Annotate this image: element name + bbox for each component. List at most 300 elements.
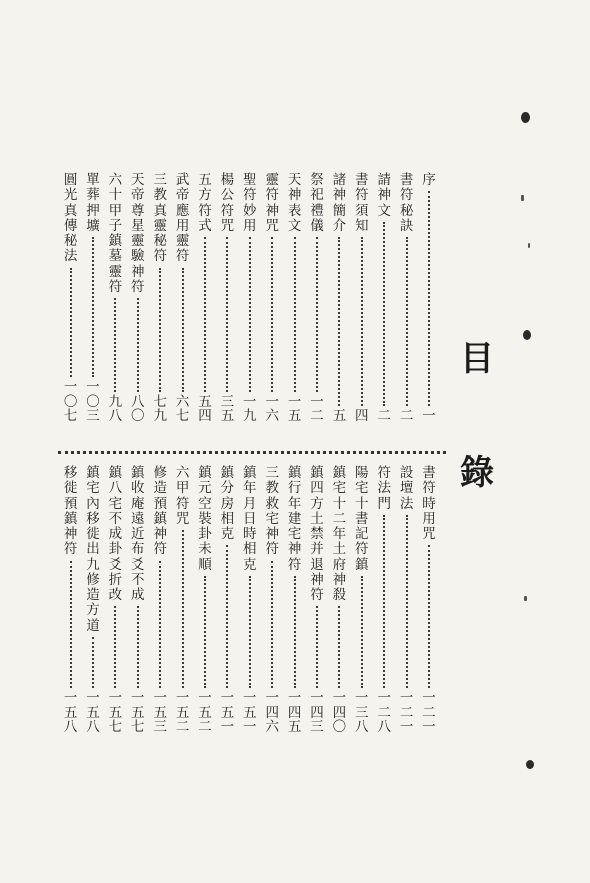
dot-leader [338, 606, 340, 688]
title-char: 鎮 [108, 233, 123, 249]
title-char: 傳 [63, 217, 78, 234]
dot-leader [226, 237, 228, 392]
page-char: 一 [399, 718, 414, 735]
dot-leader [70, 268, 72, 378]
title-char: 方 [310, 495, 324, 512]
dot-leader [294, 237, 296, 392]
page-char: 一 [243, 393, 257, 410]
toc-entry [152, 173, 168, 423]
title-char: 子 [108, 217, 123, 234]
title-char: 尊 [131, 202, 145, 219]
toc-entry [85, 173, 101, 423]
toc-entry [130, 466, 146, 734]
toc-entry [399, 173, 415, 423]
toc-entry [376, 173, 392, 423]
entry-title [109, 466, 123, 603]
page-char: 七 [175, 407, 190, 424]
page-char: 四 [355, 407, 369, 424]
dot-leader [271, 561, 273, 689]
entry-page-number [355, 409, 369, 423]
page-char: 〇 [131, 407, 145, 424]
title-char: 改 [108, 587, 123, 603]
entry-page-number [86, 380, 100, 423]
title-char: 成 [131, 587, 145, 603]
dot-leader [316, 606, 318, 688]
dot-leader [406, 515, 408, 689]
dot-leader [226, 545, 228, 688]
dot-leader [92, 637, 94, 689]
toc-entry [331, 466, 347, 734]
dot-leader [182, 268, 184, 392]
toc-entry [264, 173, 280, 423]
title-char: 裝 [198, 510, 212, 527]
toc-entry [309, 466, 325, 734]
dot-leader [137, 606, 139, 688]
toc-entry [354, 466, 370, 734]
page-char: 八 [108, 407, 123, 424]
title-char: 靈 [265, 172, 279, 188]
entry-page-number [86, 691, 100, 734]
title-char: 內 [86, 495, 100, 512]
title-char: 符 [377, 465, 391, 481]
page-char: 一 [86, 379, 100, 396]
page-char: 八 [86, 718, 100, 735]
title-char: 六 [108, 172, 123, 188]
title-char: 符 [220, 202, 235, 219]
title-char: 宅 [355, 480, 369, 497]
dot-leader [249, 576, 251, 689]
page-char: 五 [198, 704, 212, 721]
title-char: 書 [355, 172, 369, 188]
toc-entry [242, 466, 258, 734]
title-char: 鎮 [63, 510, 78, 527]
page-char: 一 [108, 690, 123, 707]
page-char: 二 [198, 718, 212, 735]
entry-page-number [221, 691, 235, 734]
title-char: 方 [198, 187, 212, 204]
page-char: 七 [131, 718, 145, 735]
entry-title [221, 173, 235, 234]
toc-entry [421, 173, 437, 423]
entry-page-number [176, 395, 190, 423]
title-char: 鎮 [310, 465, 324, 481]
entry-title [377, 466, 391, 512]
title-char: 應 [175, 202, 190, 219]
page-char: 一 [198, 690, 212, 707]
title-char: 四 [310, 480, 324, 497]
title-char: 分 [220, 480, 235, 497]
title-char: 教 [153, 187, 167, 204]
toc-entry [309, 173, 325, 423]
title-char: 鎮 [243, 465, 257, 481]
page-char: 二 [422, 704, 436, 721]
title-char: 咒 [265, 217, 279, 234]
title-char: 并 [310, 541, 324, 558]
title-char: 符 [243, 187, 257, 204]
title-char: 用 [175, 217, 190, 234]
title-char: 十 [108, 187, 123, 204]
page-char: 七 [153, 393, 167, 410]
title-char: 出 [86, 541, 100, 558]
page-char: 六 [265, 718, 279, 735]
title-char: 神 [131, 263, 145, 280]
page-char: 二 [377, 407, 391, 424]
title-char: 諸 [332, 172, 347, 188]
entry-page-number [243, 691, 257, 734]
entry-page-number [265, 691, 279, 734]
title-char: 星 [131, 217, 145, 234]
title-char: 五 [198, 172, 212, 188]
page-char: 一 [332, 690, 347, 707]
page-char: 一 [422, 407, 436, 424]
title-char: 鎮 [108, 465, 123, 481]
title-char: 宅 [86, 480, 100, 497]
title-char: 儀 [310, 217, 324, 234]
title-char: 土 [310, 510, 324, 527]
entry-page-number [377, 691, 391, 734]
title-char: 宅 [265, 510, 279, 527]
title-char: 日 [243, 510, 257, 527]
dot-leader [271, 237, 273, 392]
title-char: 壙 [86, 217, 100, 234]
title-char: 三 [153, 172, 167, 188]
entry-title [355, 466, 369, 573]
page-char: 五 [175, 704, 190, 721]
title-char: 表 [287, 202, 302, 219]
entry-title [243, 466, 257, 573]
title-char: 宅 [287, 526, 302, 542]
title-char: 符 [175, 495, 190, 512]
page-char: 一 [265, 393, 279, 410]
title-char: 禮 [310, 202, 324, 219]
ink-speck [524, 596, 527, 601]
title-char: 修 [86, 571, 100, 588]
title-char: 文 [377, 202, 391, 219]
title-char: 祀 [310, 187, 324, 204]
entry-title [400, 173, 414, 234]
toc-entry [219, 173, 235, 423]
title-char: 介 [332, 217, 347, 234]
toc-entry [85, 466, 101, 734]
page-char: 七 [63, 407, 78, 424]
toc-entry [130, 173, 146, 423]
dot-leader [316, 237, 318, 392]
title-char: 相 [243, 541, 257, 558]
title-char: 府 [332, 556, 347, 573]
dot-leader [361, 576, 363, 689]
title-char: 咒 [220, 217, 235, 234]
page-char: 〇 [86, 393, 100, 410]
entry-page-number [109, 395, 123, 423]
entry-page-number [109, 691, 123, 734]
title-char: 神 [265, 202, 279, 219]
title-char: 三 [265, 465, 279, 481]
page-char: 一 [422, 718, 436, 735]
toc-entry [107, 173, 123, 423]
title-char: 神 [287, 187, 302, 204]
title-char: 天 [287, 172, 302, 188]
entry-page-number [221, 395, 235, 423]
entry-title [64, 173, 78, 265]
entry-page-number [64, 691, 78, 734]
title-char: 修 [153, 465, 167, 481]
title-char: 月 [243, 495, 257, 512]
title-char: 靈 [175, 233, 190, 249]
title-char: 文 [287, 217, 302, 234]
title-char: 救 [265, 495, 279, 512]
dot-leader [182, 530, 184, 688]
page-char: 四 [287, 704, 302, 721]
title-char: 神 [153, 526, 167, 542]
title-char: 符 [310, 587, 324, 603]
title-char: 房 [220, 495, 235, 512]
entry-title [86, 466, 100, 634]
page-char: 五 [243, 704, 257, 721]
page-char: 三 [220, 393, 235, 410]
dot-leader [92, 237, 94, 377]
page-char: 五 [220, 704, 235, 721]
title-char: 殺 [332, 587, 347, 603]
title-char: 神 [332, 187, 347, 204]
dot-leader [249, 237, 251, 392]
title-char: 墓 [108, 248, 123, 265]
entry-title [109, 173, 123, 295]
dot-leader [204, 237, 206, 392]
title-char: 光 [63, 187, 78, 204]
title-char: 徙 [63, 480, 78, 497]
dot-leader [159, 561, 161, 689]
title-char: 退 [310, 556, 324, 573]
toc-entry [287, 466, 303, 734]
page-char: 一 [399, 690, 414, 707]
entry-title [310, 466, 324, 603]
title-char: 法 [399, 495, 414, 512]
punch-hole [521, 112, 530, 123]
page-char: 二 [175, 718, 190, 735]
entry-page-number [310, 395, 324, 423]
page-char: 五 [131, 704, 145, 721]
entry-title [400, 466, 414, 512]
toc-entry [197, 466, 213, 734]
page-char: 三 [86, 407, 100, 424]
title-char: 建 [287, 510, 302, 527]
entry-title [64, 466, 78, 558]
toc-entry [63, 466, 79, 734]
title-char: 宅 [108, 495, 123, 512]
page-char: 九 [243, 407, 257, 424]
entry-page-number [153, 395, 167, 423]
title-char: 記 [355, 526, 369, 542]
section-divider [58, 451, 446, 454]
title-char: 空 [198, 495, 212, 512]
entry-page-number [176, 691, 190, 734]
title-char: 書 [355, 510, 369, 527]
toc-entry [175, 466, 191, 734]
title-char: 元 [198, 480, 212, 497]
dot-leader [383, 515, 385, 689]
page-char: 六 [175, 393, 190, 410]
page-char: 二 [377, 704, 391, 721]
title-char: 成 [108, 526, 123, 542]
entry-title [422, 466, 436, 542]
dot-leader [137, 298, 139, 392]
dot-leader [428, 545, 430, 688]
entry-page-number [400, 691, 414, 734]
title-char: 移 [63, 465, 78, 481]
title-char: 天 [131, 172, 145, 188]
dot-leader [406, 237, 408, 406]
entry-title [288, 466, 302, 573]
page-char: 五 [287, 407, 302, 424]
title-char: 符 [399, 187, 414, 204]
title-char: 咒 [175, 510, 190, 527]
entry-title [377, 173, 391, 219]
page-char: 八 [377, 718, 391, 735]
title-char: 鎮 [131, 465, 145, 481]
title-char: 簡 [332, 202, 347, 219]
title-char: 不 [131, 571, 145, 588]
toc-entry [107, 466, 123, 734]
page-char: 五 [287, 718, 302, 735]
title-char: 方 [86, 602, 100, 619]
title-char: 折 [108, 571, 123, 588]
title-char: 須 [355, 202, 369, 219]
entry-title [310, 173, 324, 234]
title-char: 秘 [63, 233, 78, 249]
page-char: 五 [63, 704, 78, 721]
title-char: 書 [399, 172, 414, 188]
page-char: 五 [220, 407, 235, 424]
title-char: 祭 [310, 172, 324, 188]
page-char: 一 [220, 690, 235, 707]
title-char: 行 [287, 480, 302, 497]
page-char: 一 [310, 690, 324, 707]
title-char: 武 [175, 172, 190, 188]
title-char: 八 [108, 480, 123, 497]
title-char: 造 [153, 480, 167, 497]
page-char: 一 [287, 393, 302, 410]
title-char: 法 [377, 480, 391, 497]
title-char: 土 [332, 541, 347, 558]
title-char: 道 [86, 617, 100, 634]
dot-leader [361, 237, 363, 406]
title-char: 式 [198, 217, 212, 234]
title-char: 順 [198, 556, 212, 573]
title-char: 收 [131, 480, 145, 497]
toc-entry [376, 466, 392, 734]
entry-page-number [355, 691, 369, 734]
title-char: 禁 [310, 526, 324, 542]
page-char: 一 [220, 718, 235, 735]
page-char: 一 [153, 690, 167, 707]
title-char: 圓 [63, 172, 78, 188]
title-char: 鎮 [220, 465, 235, 481]
page-char: 一 [243, 690, 257, 707]
entry-page-number [422, 409, 436, 423]
title-char: 請 [377, 172, 391, 188]
entry-page-number [422, 691, 436, 734]
title-char: 徙 [86, 526, 100, 542]
title-char: 帝 [131, 187, 145, 204]
title-char: 押 [86, 202, 100, 219]
dot-leader [204, 576, 206, 689]
toc-entry [219, 466, 235, 734]
title-char: 單 [86, 172, 100, 188]
entry-page-number [333, 409, 347, 423]
entry-page-number [198, 395, 212, 423]
title-char: 年 [287, 495, 302, 512]
page-char: 二 [399, 407, 414, 424]
entry-title [153, 466, 167, 558]
title-char: 設 [399, 465, 414, 481]
entry-title [153, 173, 167, 265]
title-char: 鎮 [355, 556, 369, 573]
entry-title [221, 466, 235, 542]
page-char: 一 [86, 690, 100, 707]
entry-page-number [64, 380, 78, 423]
title-char: 符 [265, 187, 279, 204]
page-char: 四 [332, 704, 347, 721]
entry-title [198, 173, 212, 234]
ink-speck [528, 243, 530, 248]
title-char: 符 [153, 248, 167, 265]
punch-hole [523, 330, 531, 340]
title-char: 卦 [108, 541, 123, 558]
page-char: 二 [310, 407, 324, 424]
page-char: 一 [63, 379, 78, 396]
dot-leader [338, 237, 340, 406]
title-char: 爻 [131, 556, 145, 573]
title-char: 甲 [108, 202, 123, 219]
page-char: 九 [153, 407, 167, 424]
toc-entry [197, 173, 213, 423]
entry-title [355, 173, 369, 234]
title-char: 楊 [220, 172, 235, 188]
page-char: 一 [175, 690, 190, 707]
title-char: 壇 [399, 480, 414, 497]
dot-leader [294, 576, 296, 689]
title-char: 符 [63, 541, 78, 558]
title-char: 時 [422, 495, 436, 512]
title-char: 神 [310, 571, 324, 588]
title-char: 鎮 [153, 510, 167, 527]
title-char: 用 [243, 217, 257, 234]
toc-entry [242, 173, 258, 423]
dot-leader [114, 298, 116, 392]
page-char: 一 [131, 690, 145, 707]
title-char: 門 [377, 495, 391, 512]
title-char: 爻 [108, 556, 123, 573]
title-char: 真 [153, 202, 167, 219]
page-char: 四 [310, 704, 324, 721]
entry-title [265, 466, 279, 558]
title-char: 靈 [108, 263, 123, 280]
entry-page-number [400, 409, 414, 423]
title-char: 符 [198, 202, 212, 219]
dot-leader [114, 606, 116, 688]
page-char: 〇 [63, 393, 78, 410]
title-char: 符 [422, 480, 436, 497]
title-char: 公 [220, 187, 235, 204]
toc-entry [399, 466, 415, 734]
title-char: 預 [63, 495, 78, 512]
title-char: 神 [265, 526, 279, 542]
punch-hole [526, 760, 534, 769]
entry-title [176, 173, 190, 265]
entry-title [333, 173, 347, 234]
entry-title [131, 173, 145, 295]
entry-page-number [243, 395, 257, 423]
